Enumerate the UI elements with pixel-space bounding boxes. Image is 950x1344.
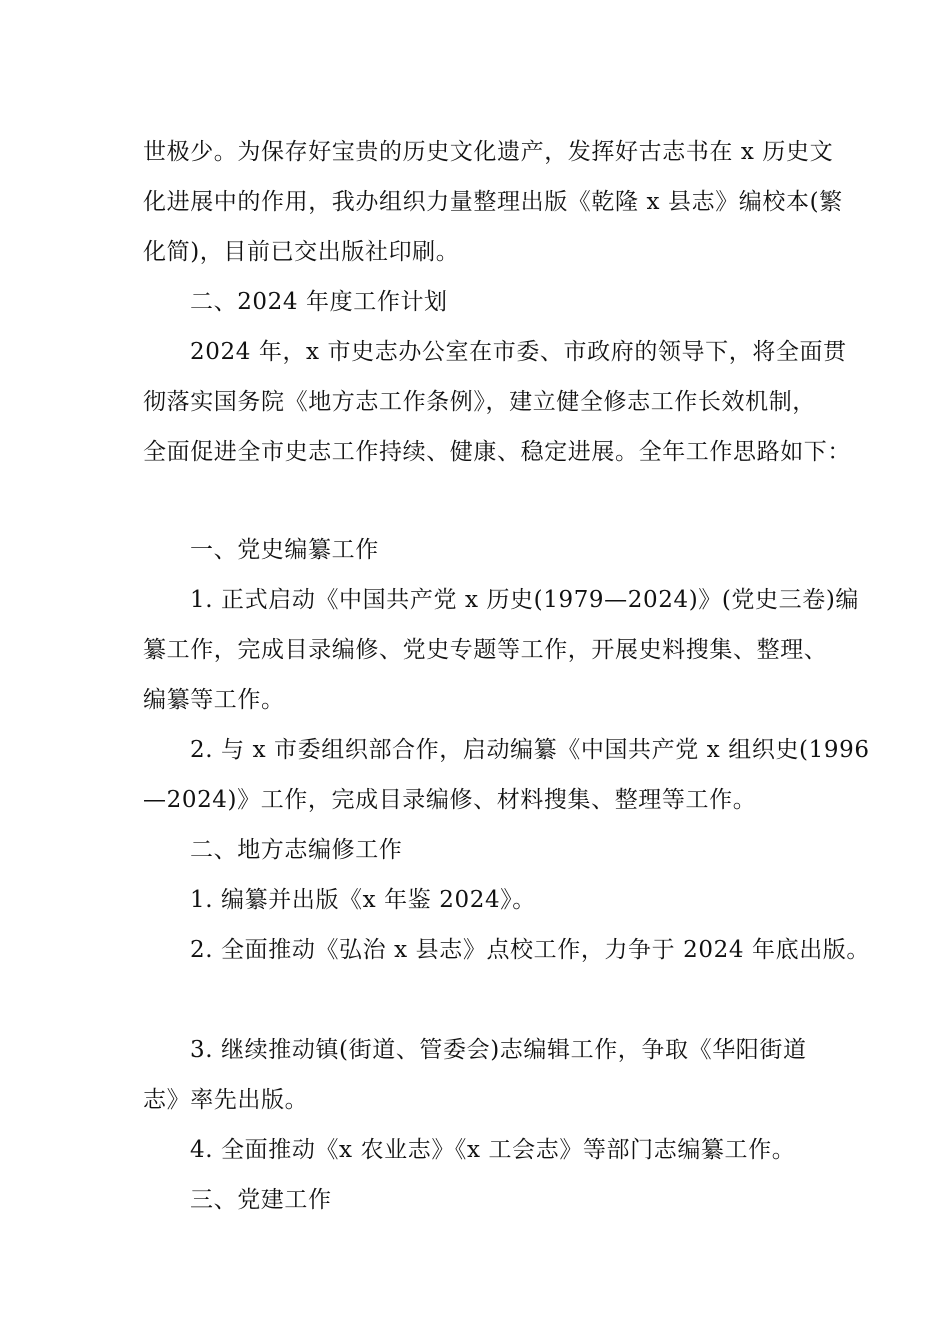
list-item: 1. 编纂并出版《x 年鉴 2024》。 <box>190 887 536 913</box>
section-heading: 三、党建工作 <box>190 1187 332 1213</box>
section-heading: 一、党史编纂工作 <box>190 537 379 563</box>
paragraph-line: —2024)》工作，完成目录编修、材料搜集、整理等工作。 <box>143 787 757 813</box>
paragraph-line: 纂工作，完成目录编修、党史专题等工作，开展史料搜集、整理、 <box>143 637 828 663</box>
paragraph-line: 世极少。为保存好宝贵的历史文化遗产，发挥好古志书在 x 历史文 <box>143 139 834 165</box>
paragraph-line: 化进展中的作用，我办组织力量整理出版《乾隆 x 县志》编校本(繁 <box>143 189 843 215</box>
section-heading: 二、2024 年度工作计划 <box>190 289 448 315</box>
paragraph-line: 化简)，目前已交出版社印刷。 <box>143 239 460 265</box>
section-heading: 二、地方志编修工作 <box>190 837 403 863</box>
list-item: 2. 与 x 市委组织部合作，启动编纂《中国共产党 x 组织史(1996 <box>190 737 870 763</box>
paragraph-line: 志》率先出版。 <box>143 1087 309 1113</box>
paragraph-line: 编纂等工作。 <box>143 687 285 713</box>
paragraph-line: 全面促进全市史志工作持续、健康、稳定进展。全年工作思路如下： <box>143 439 851 465</box>
list-item: 3. 继续推动镇(街道、管委会)志编辑工作，争取《华阳街道 <box>190 1037 807 1063</box>
list-item: 4. 全面推动《x 农业志》《x 工会志》等部门志编纂工作。 <box>190 1137 796 1163</box>
list-item: 2. 全面推动《弘治 x 县志》点校工作，力争于 2024 年底出版。 <box>190 937 871 963</box>
list-item: 1. 正式启动《中国共产党 x 历史(1979—2024)》(党史三卷)编 <box>190 587 860 613</box>
paragraph-line: 2024 年，x 市史志办公室在市委、市政府的领导下，将全面贯 <box>190 339 847 365</box>
paragraph-line: 彻落实国务院《地方志工作条例》，建立健全修志工作长效机制， <box>143 389 816 415</box>
